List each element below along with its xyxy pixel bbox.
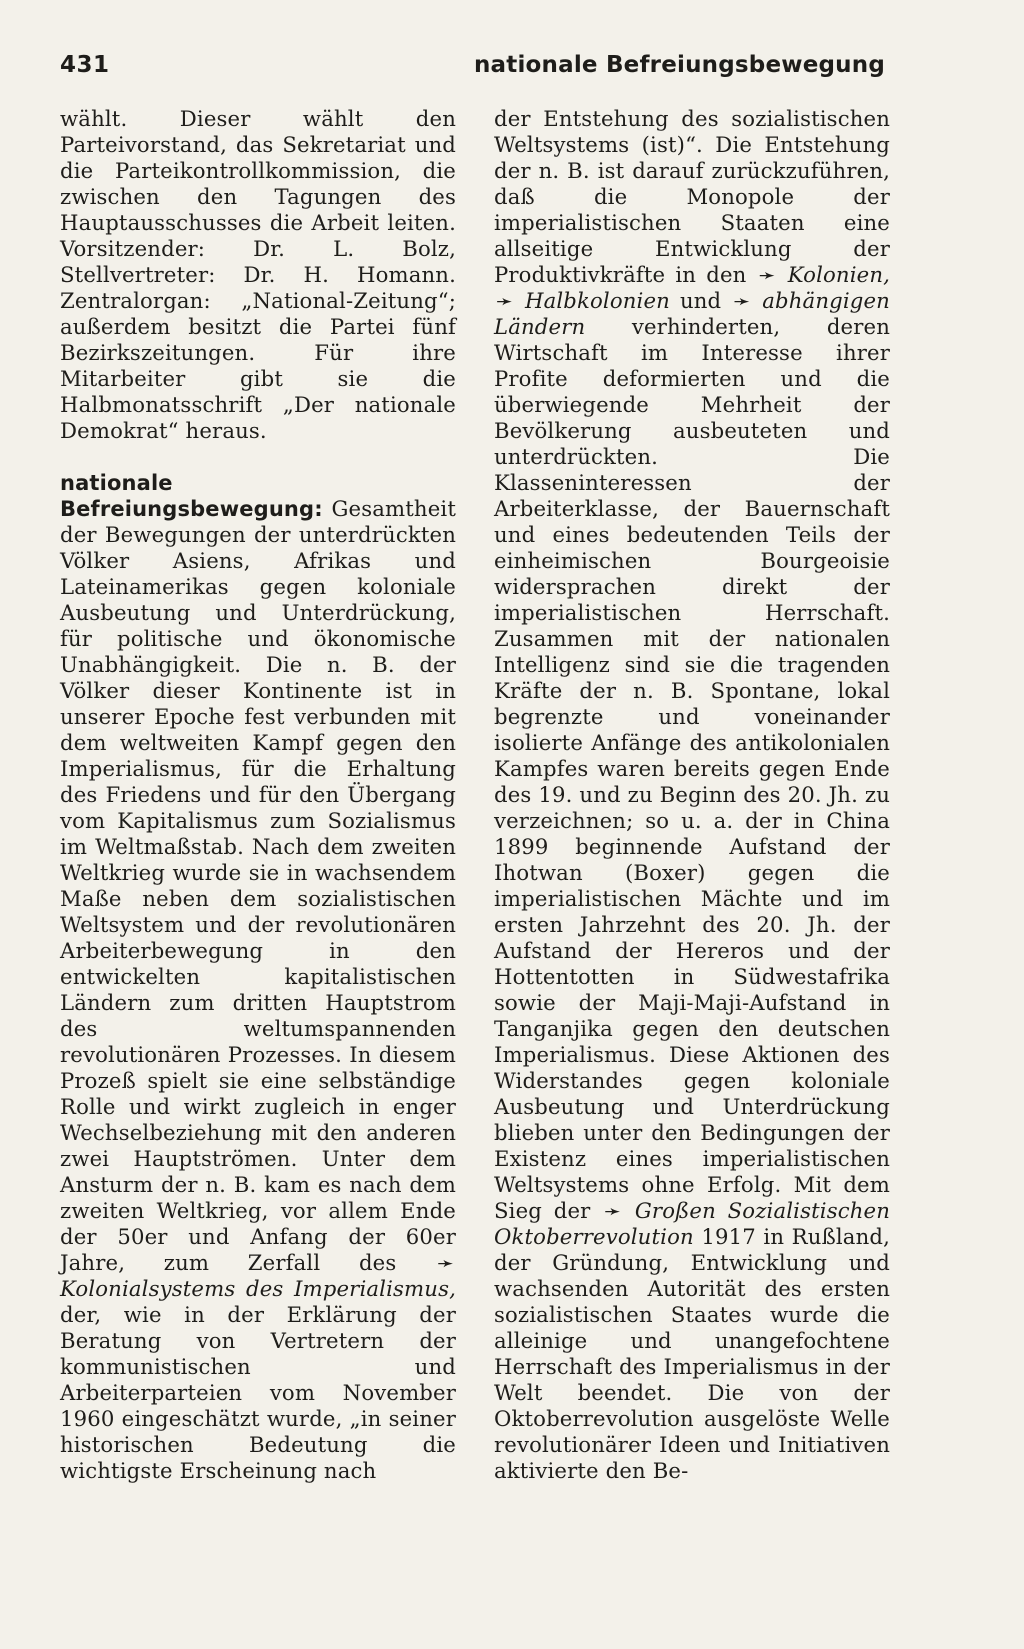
right-column <box>494 106 890 1484</box>
cross-reference-link[interactable]: Kolonialsystems des Imperialismus, <box>60 1276 456 1301</box>
cross-reference-link[interactable]: Großen Sozialistischen Oktoberrevolution <box>494 1198 891 1249</box>
arrow-right-icon: ➛ <box>758 263 776 287</box>
arrow-right-icon: ➛ <box>496 289 513 313</box>
continuation-paragraph: wählt. Dieser wählt den Parteivorstand, das Sekretariat und die Parteikontrollkommission, die zwischen den Tagungen des Hauptausschusses die Arbeit leiten. Vorsitzender: Dr. L. Bolz, Stellvertreter: Dr. H. Homann. Zentralorgan: „National-Zeitung“; außerdem besitzt die Partei fünf Bezirkszeitungen. Für ihre Mitarbeiter gibt sie die Halbmonatsschrift „Der nationale Demokrat“ heraus. <box>60 106 456 443</box>
cross-reference-link[interactable]: Kolonien, <box>787 262 891 287</box>
cross-reference-link[interactable]: abhängigen Ländern <box>494 288 890 339</box>
arrow-right-icon: ➛ <box>604 1199 622 1223</box>
entry-text: 1917 in Rußland, der Gründung, Entwicklung und wachsenden Autorität des ersten sozialistischen Staates wurde die alleinige und unangefochtene Herrschaft des Imperialismus in der Welt beendet. Die von der Oktoberrevolution ausgelöste Welle revolutionärer Ideen und Initiativen aktivierte den Be- <box>494 1224 890 1483</box>
entry-heading: nationale Befreiungsbewegung: <box>60 471 323 521</box>
page-number: 431 <box>60 52 110 78</box>
entry-text: der Entstehung des sozialistischen Weltsystems (ist)“. Die Entstehung der n. B. ist darauf zurückzuführen, daß die Monopole der imperialistischen Staaten eine allseitige Entwicklung der Produktivkräfte in den <box>494 106 890 287</box>
entry-paragraph-continued <box>494 106 890 1484</box>
cross-reference-link[interactable]: Halbkolonien <box>524 288 670 313</box>
entry-paragraph <box>60 470 456 1484</box>
arrow-right-icon: ➛ <box>733 289 751 313</box>
entry-text: Gesamtheit der Bewegungen der unterdrückten Völker Asiens, Afrikas und Lateinamerikas gegen koloniale Ausbeutung und Unterdrückung, für politische und ökonomische Unabhängigkeit. Die n. B. der Völker dieser Kontinente ist in unserer Epoche fest verbunden mit dem weltweiten Kampf gegen den Imperialismus, für die Erhaltung des Friedens und für den Übergang vom Kapitalismus zum Sozialismus im Weltmaßstab. Nach dem zweiten Weltkrieg wurde sie in wachsendem Maße neben dem sozialistischen Weltsystem und der revolutionären Arbeiterbewegung in den entwickelten kapitalistischen Ländern zum dritten Hauptstrom des weltumspannenden revolutionären Prozesses. In diesem Prozeß spielt sie eine selbständige Rolle und wirkt zugleich in enger Wechselbeziehung mit den anderen zwei Hauptströmen. Unter dem Ansturm der n. B. kam es nach dem zweiten Weltkrieg, vor allem Ende der 50er und Anfang der 60er Jahre, zum Zerfall des <box>60 496 456 1275</box>
left-column <box>60 106 456 1484</box>
entry-text: der, wie in der Erklärung der Beratung von Vertretern der kommunistischen und Arbeiterparteien vom November 1960 eingeschätzt wurde, „in seiner historischen Bedeutung die wichtigste Erscheinung nach <box>60 1302 456 1483</box>
arrow-right-icon: ➛ <box>437 1251 455 1275</box>
entry-text: und <box>679 288 722 313</box>
paragraph-spacer <box>60 444 456 470</box>
running-title: nationale Befreiungsbewegung <box>473 52 885 78</box>
entry-text: verhinderten, deren Wirtschaft im Interesse ihrer Profite deformierten und die überwiegende Mehrheit der Bevölkerung ausbeuteten und unterdrückten. Die Klasseninteressen der Arbeiterklasse, der Bauernschaft und eines bedeutenden Teils der einheimischen Bourgeoisie widersprachen direkt der imperialistischen Herrschaft. Zusammen mit der nationalen Intelligenz sind sie die tragenden Kräfte der n. B. Spontane, lokal begrenzte und voneinander isolierte Anfänge des antikolonialen Kampfes waren bereits gegen Ende des 19. und zu Beginn des 20. Jh. zu verzeichnen; so u. a. der in China 1899 beginnende Aufstand der Ihotwan (Boxer) gegen die imperialistischen Mächte und im ersten Jahrzehnt des 20. Jh. der Aufstand der Hereros und der Hottentotten in Südwestafrika sowie der Maji-Maji-Aufstand in Tanganjika gegen den deutschen Imperialismus. Diese Aktionen des Widerstandes gegen koloniale Ausbeutung und Unterdrückung blieben unter den Bedingungen der Existenz eines imperialistischen Weltsystems ohne Erfolg. Mit dem Sieg der <box>494 314 890 1223</box>
